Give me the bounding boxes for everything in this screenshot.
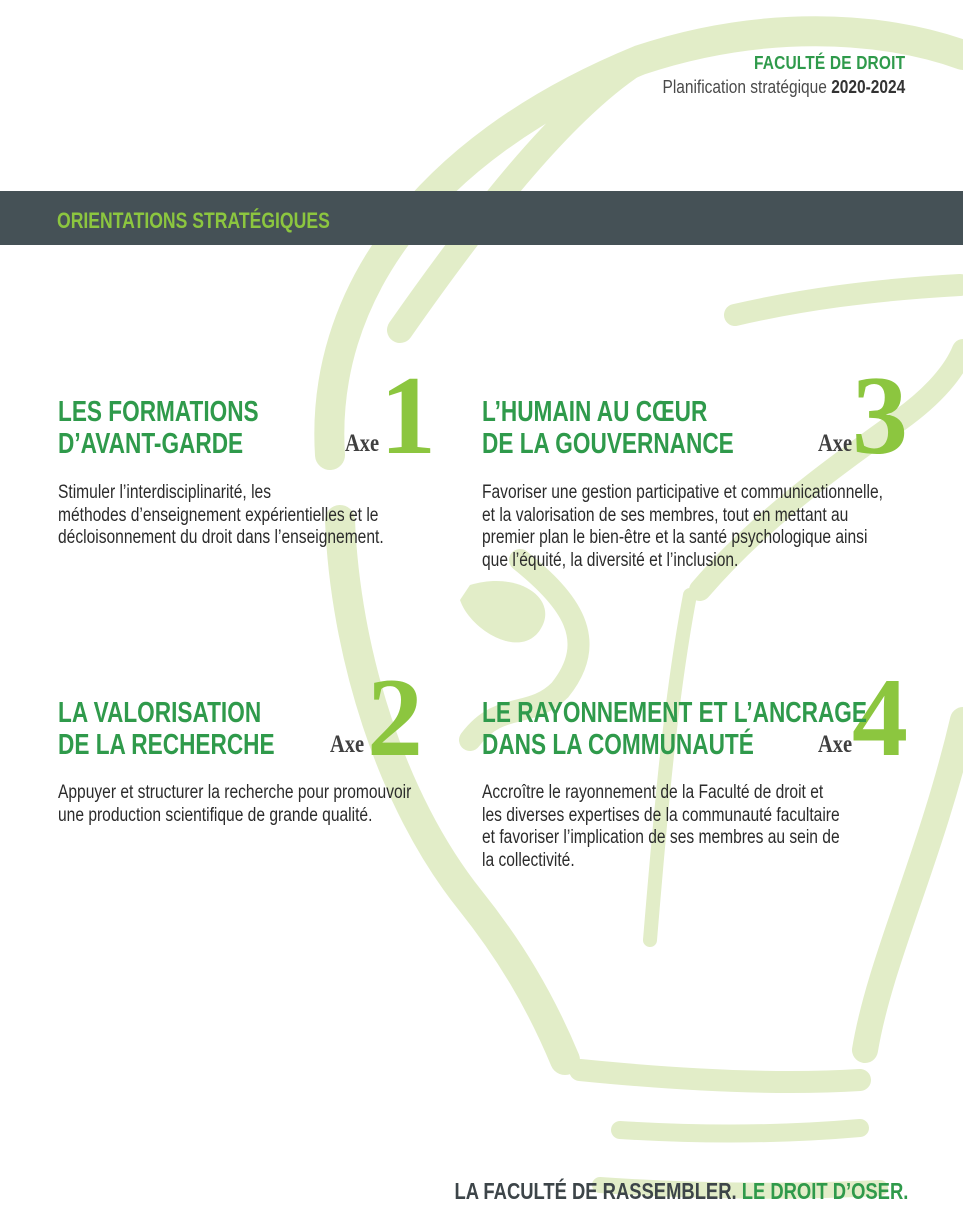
axis-1-description [58, 482, 384, 550]
axis-1-desc-line-3: décloisonnement du droit dans l’enseignement. [58, 527, 384, 548]
axis-4-number: 4 [852, 656, 908, 780]
axis-3-title-line-2: DE LA GOUVERNANCE [482, 428, 734, 460]
axis-3-desc-line-2: et la valorisation de ses membres, tout en mettant au [482, 504, 849, 526]
axis-1-desc-line-1: Stimuler l’interdisciplinarité, les [58, 482, 272, 503]
axis-1-title-line-1: LES FORMATIONS [58, 396, 259, 428]
axis-1 [58, 396, 315, 460]
footer-slogan-part-2: LE DROIT D’OSER. [741, 1178, 908, 1204]
axis-3-title-line-1: L’HUMAIN AU CŒUR [482, 396, 708, 428]
plan-subtitle [662, 75, 905, 99]
footer-slogan [454, 1178, 908, 1205]
footer-slogan-part-1: LA FACULTÉ DE RASSEMBLER. [454, 1178, 737, 1204]
faculty-name: FACULTÉ DE DROIT [753, 53, 905, 73]
axis-4 [482, 697, 963, 761]
axis-3-number: 3 [852, 354, 908, 478]
axis-1-title-line-2: D’AVANT-GARDE [58, 428, 244, 460]
section-band [0, 191, 963, 245]
axis-1-axe-label: Axe [345, 430, 380, 457]
axis-3-desc-line-4: que l’équité, la diversité et l’inclusion. [482, 549, 739, 571]
axis-4-desc-line-4: la collectivité. [482, 849, 575, 871]
axis-1-title [58, 396, 259, 460]
axis-4-title [482, 697, 867, 761]
plan-text: Planification stratégique [662, 77, 827, 97]
axis-1-number: 1 [380, 354, 436, 478]
axis-2 [58, 697, 336, 761]
axis-2-title-line-2: DE LA RECHERCHE [58, 729, 275, 761]
axis-4-desc-line-3: et favoriser l’implication de ses membres au sein de [482, 827, 840, 848]
axis-4-title-line-1: LE RAYONNEMENT ET L’ANCRAGE [482, 697, 868, 729]
axis-4-description [482, 782, 840, 872]
axis-2-description [58, 782, 411, 827]
axis-3-description [482, 482, 883, 572]
axis-2-title [58, 697, 275, 761]
axis-2-desc-line-1: Appuyer et structurer la recherche pour promouvoir [58, 782, 412, 803]
axis-2-desc-line-2: une production scientifique de grande qualité. [58, 804, 373, 826]
axis-3-title [482, 396, 734, 460]
axis-4-desc-line-1: Accroître le rayonnement de la Faculté de droit et [482, 782, 824, 803]
axis-3 [482, 396, 805, 460]
axis-4-title-line-2: DANS LA COMMUNAUTÉ [482, 729, 754, 761]
axis-1-desc-line-2: méthodes d’enseignement expérientielles et le [58, 504, 379, 526]
axis-3-axe-label: Axe [818, 430, 853, 457]
axis-4-axe-label: Axe [818, 731, 853, 758]
axis-3-desc-line-1: Favoriser une gestion participative et communicationnelle, [482, 482, 883, 503]
axis-2-title-line-1: LA VALORISATION [58, 697, 262, 729]
axis-2-number: 2 [367, 656, 423, 780]
section-title: ORIENTATIONS STRATÉGIQUES [57, 208, 330, 233]
axis-4-desc-line-2: les diverses expertises de la communauté facultaire [482, 804, 840, 826]
axis-3-desc-line-3: premier plan le bien-être et la santé psychologique ainsi [482, 527, 868, 548]
plan-years: 2020-2024 [830, 77, 905, 97]
axis-2-axe-label: Axe [330, 731, 365, 758]
header [623, 52, 905, 99]
